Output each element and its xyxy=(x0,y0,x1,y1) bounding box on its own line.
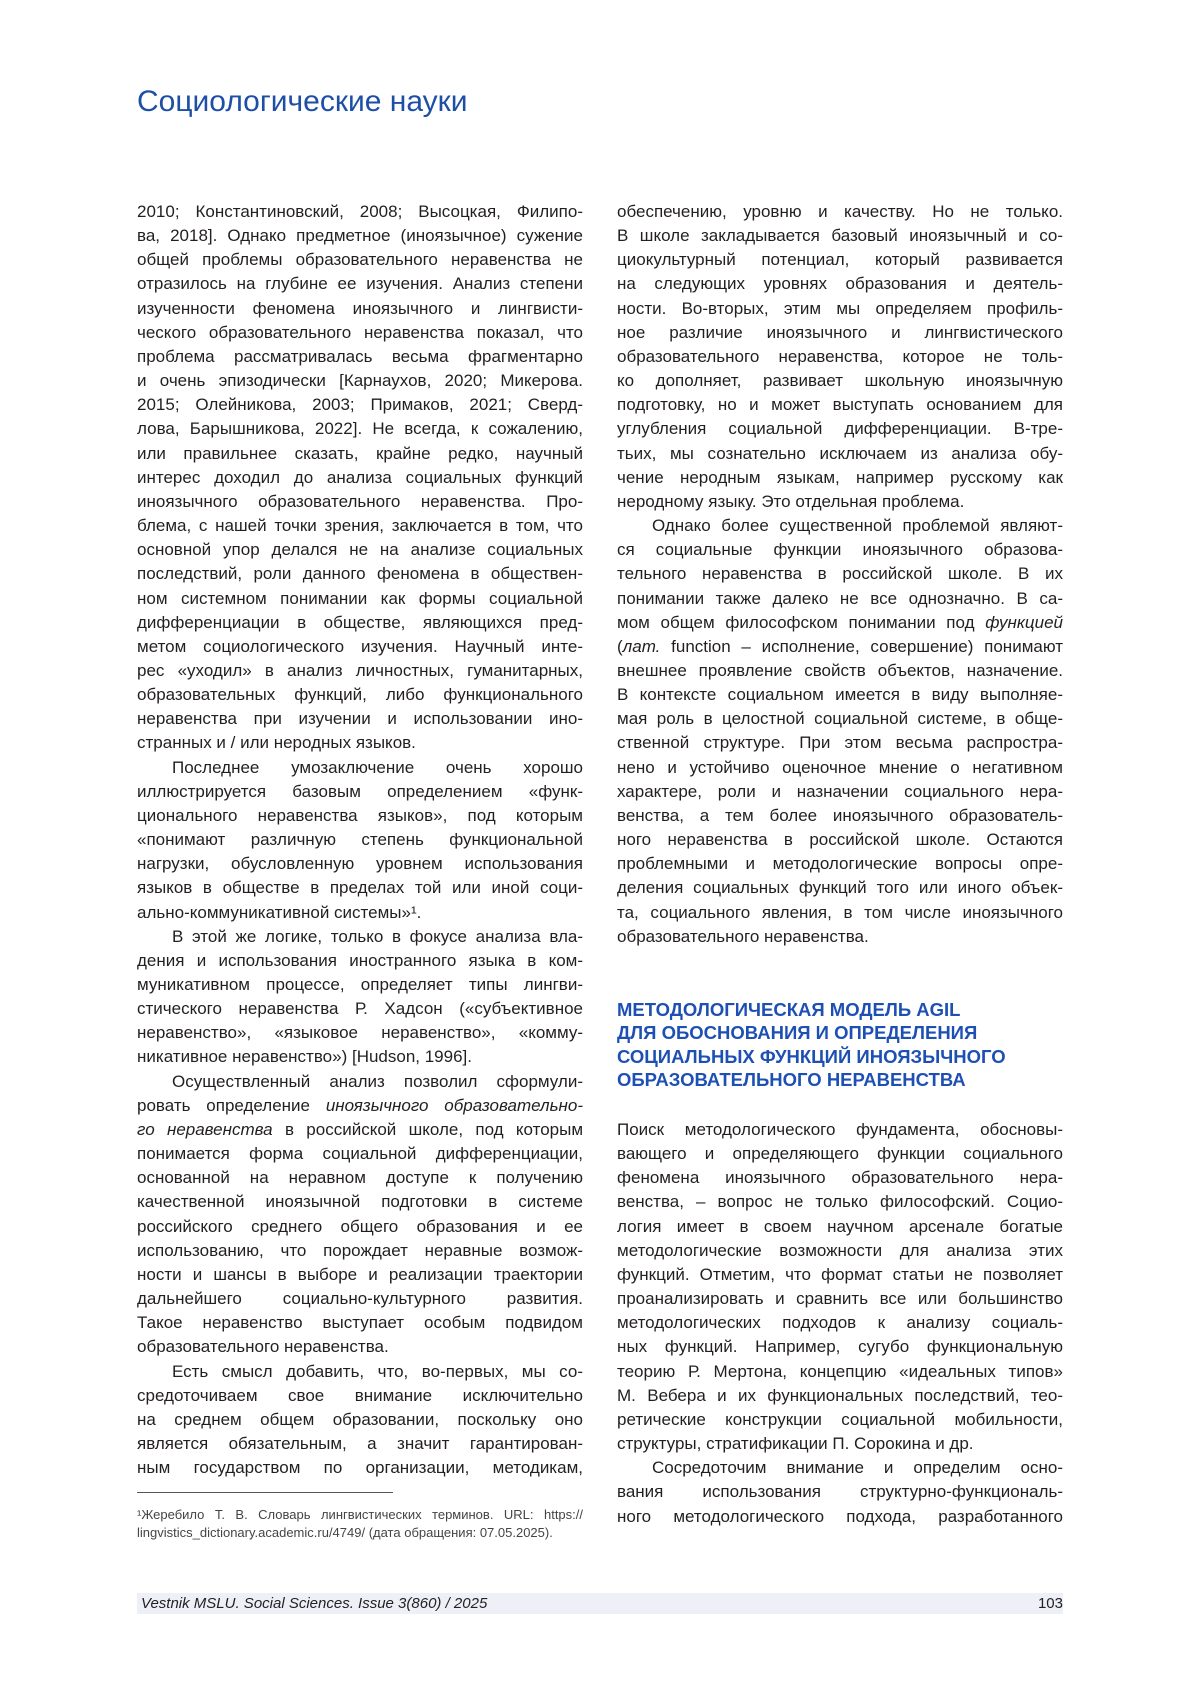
heading-line: МЕТОДОЛОГИЧЕСКАЯ МОДЕЛЬ AGIL xyxy=(617,998,1063,1021)
text-line: Такое неравенство выступает особым подвидом xyxy=(137,1311,583,1335)
text-line: ственной структуре. При этом весьма распростра- xyxy=(617,731,1063,755)
text-line: качественной иноязычной подготовки в системе xyxy=(137,1190,583,1214)
page-number: 103 xyxy=(1038,1593,1063,1614)
text-line: деления социальных функций того или иного объек- xyxy=(617,876,1063,900)
text-line: дальнейшего социально-культурного развития. xyxy=(137,1287,583,1311)
text-line: Однако более существенной проблемой являют- xyxy=(617,514,1063,538)
text-line: феномена иноязычного образовательного нера- xyxy=(617,1166,1063,1190)
text-line: «понимают различную степень функциональной xyxy=(137,828,583,852)
text-line: характере, роли и назначении социального нера- xyxy=(617,780,1063,804)
text-segment: ровать определение xyxy=(137,1096,326,1115)
text-line: основанной на неравном доступе к получению xyxy=(137,1166,583,1190)
text-line: подготовку, но и может выступать основанием для xyxy=(617,393,1063,417)
text-line: ности. Во-вторых, этим мы определяем профиль- xyxy=(617,297,1063,321)
text-line: вающего и определяющего функции социального xyxy=(617,1142,1063,1166)
text-line: на среднем общем образовании, поскольку оно xyxy=(137,1408,583,1432)
text-line: образовательного неравенства. xyxy=(617,925,1063,949)
text-line: Поиск методологического фундамента, обосновы- xyxy=(617,1118,1063,1142)
text-line: 2010; Константиновский, 2008; Высоцкая, Филипо- xyxy=(137,200,583,224)
text-line: на следующих уровнях образования и деятель- xyxy=(617,272,1063,296)
heading-line: СОЦИАЛЬНЫХ ФУНКЦИЙ ИНОЯЗЫЧНОГО xyxy=(617,1045,1063,1068)
text-segment: function – исполнение, совершение) понимают xyxy=(660,637,1063,656)
text-segment: мом общем философском понимании под xyxy=(617,613,985,632)
paragraph xyxy=(137,200,583,756)
text-line: иноязычного образовательного неравенства. Про- xyxy=(137,490,583,514)
text-line xyxy=(617,611,1063,635)
text-line: структуры, стратификации П. Сорокина и др. xyxy=(617,1432,1063,1456)
text-line: ным государством по организации, методикам, xyxy=(137,1456,583,1480)
text-line: проанализировать и сравнить все или большинство xyxy=(617,1287,1063,1311)
footnote-line: ¹Жеребило Т. В. Словарь лингвистических терминов. URL: https:// xyxy=(137,1506,583,1524)
text-line: понимании также далеко не все однозначно. В са- xyxy=(617,587,1063,611)
left-column xyxy=(137,200,583,1480)
text-line: ретические конструкции социальной мобильности, xyxy=(617,1408,1063,1432)
text-line: понимается форма социальной дифференциации, xyxy=(137,1142,583,1166)
text-line: тельного неравенства в российской школе. В их xyxy=(617,562,1063,586)
text-line: никативное неравенство») [Hudson, 1996]. xyxy=(137,1045,583,1069)
paragraph xyxy=(137,756,583,925)
text-line: последствий, роли данного феномена в обществен- xyxy=(137,562,583,586)
text-line: образовательных функций, либо функционального xyxy=(137,683,583,707)
text-line: 2015; Олейникова, 2003; Примаков, 2021; Сверд- xyxy=(137,393,583,417)
text-line: та, социального явления, в том числе иноязычного xyxy=(617,901,1063,925)
text-line: иллюстрируется базовым определением «функ- xyxy=(137,780,583,804)
heading-line: ДЛЯ ОБОСНОВАНИЯ И ОПРЕДЕЛЕНИЯ xyxy=(617,1021,1063,1044)
text-segment: в российской школе, под которым xyxy=(273,1120,583,1139)
text-line xyxy=(137,1094,583,1118)
text-segment: ( xyxy=(617,637,623,656)
text-line: В контексте социальном имеется в виду выполняе- xyxy=(617,683,1063,707)
text-line: ально-коммуникативной системы»¹. xyxy=(137,901,583,925)
heading-line: ОБРАЗОВАТЕЛЬНОГО НЕРАВЕНСТВА xyxy=(617,1068,1063,1091)
paragraph xyxy=(617,1456,1063,1528)
paragraph xyxy=(617,200,1063,514)
text-line: использованию, что порождает неравные возмож- xyxy=(137,1239,583,1263)
text-line: образовательного неравенства, которое не толь- xyxy=(617,345,1063,369)
text-line: методологические возможности для анализа этих xyxy=(617,1239,1063,1263)
text-line: вания использования структурно-функциональ- xyxy=(617,1480,1063,1504)
text-line: ческого образовательного неравенства показал, что xyxy=(137,321,583,345)
footnote xyxy=(137,1506,583,1541)
text-line: углубления социальной дифференциации. В-тре- xyxy=(617,417,1063,441)
text-line: проблемными и методологические вопросы опре- xyxy=(617,852,1063,876)
text-line: общей проблемы образовательного неравенства не xyxy=(137,248,583,272)
italic-text: функцией xyxy=(985,613,1063,632)
text-line: интерес доходил до анализа социальных функций xyxy=(137,466,583,490)
text-line: ко дополняет, развивает школьную иноязычную xyxy=(617,369,1063,393)
text-line: странных и / или неродных языков. xyxy=(137,731,583,755)
text-line: теорию Р. Мертона, концепцию «идеальных типов» xyxy=(617,1360,1063,1384)
text-line: рес «уходил» в анализ личностных, гуманитарных, xyxy=(137,659,583,683)
footnote-divider xyxy=(137,1492,393,1493)
text-line: В школе закладывается базовый иноязычный и со- xyxy=(617,224,1063,248)
text-line: тьих, мы сознательно исключаем из анализа обу- xyxy=(617,442,1063,466)
text-line: и очень эпизодически [Карнаухов, 2020; Микерова. xyxy=(137,369,583,393)
text-line: стического неравенства Р. Хадсон («субъективное xyxy=(137,997,583,1021)
text-line: функций. Отметим, что формат статьи не позволяет xyxy=(617,1263,1063,1287)
text-line: В этой же логике, только в фокусе анализа вла- xyxy=(137,925,583,949)
text-line: венства, а тем более иноязычного образователь- xyxy=(617,804,1063,828)
text-line: дения и использования иностранного языка в ком- xyxy=(137,949,583,973)
text-line xyxy=(137,1118,583,1142)
text-line: метом социологического изучения. Научный инте- xyxy=(137,635,583,659)
text-line: Осуществленный анализ позволил сформули- xyxy=(137,1070,583,1094)
text-line: языков в обществе в пределах той или иной соци- xyxy=(137,876,583,900)
text-line: неравенство», «языковое неравенство», «комму- xyxy=(137,1021,583,1045)
text-line: неродному языку. Это отдельная проблема. xyxy=(617,490,1063,514)
italic-text: иноязычного образовательно- xyxy=(326,1096,583,1115)
text-line: чение неродным языкам, например русскому как xyxy=(617,466,1063,490)
paragraph xyxy=(137,925,583,1070)
text-line xyxy=(617,635,1063,659)
text-line: обеспечению, уровню и качеству. Но не только. xyxy=(617,200,1063,224)
text-line: проблема рассматривалась весьма фрагментарно xyxy=(137,345,583,369)
text-line: ности и шансы в выборе и реализации траектории xyxy=(137,1263,583,1287)
section-heading xyxy=(617,998,1063,1091)
text-line: или правильнее сказать, крайне редко, научный xyxy=(137,442,583,466)
text-line: логия имеет в своем научном арсенале богатые xyxy=(617,1215,1063,1239)
text-line: лова, Барышникова, 2022]. Не всегда, к сожалению, xyxy=(137,417,583,441)
text-line: ционального неравенства языков», под которым xyxy=(137,804,583,828)
text-line: методологических подходов к анализу социаль- xyxy=(617,1311,1063,1335)
text-line: является обязательным, а значит гарантирован- xyxy=(137,1432,583,1456)
text-line: Последнее умозаключение очень хорошо xyxy=(137,756,583,780)
text-line: ном системном понимании как формы социальной xyxy=(137,587,583,611)
section-title: Социологические науки xyxy=(137,82,468,122)
text-line: мая роль в целостной социальной системе, в обще- xyxy=(617,707,1063,731)
text-line: ва, 2018]. Однако предметное (иноязычное) сужение xyxy=(137,224,583,248)
text-line: ся социальные функции иноязычного образова- xyxy=(617,538,1063,562)
text-line: ного неравенства в российской школе. Остаются xyxy=(617,828,1063,852)
paragraph xyxy=(137,1070,583,1360)
text-line: изученности феномена иноязычного и лингвисти- xyxy=(137,297,583,321)
text-line: венства, – вопрос не только философский. Социо- xyxy=(617,1190,1063,1214)
journal-name: Vestnik MSLU. Social Sciences. Issue 3(860) / 2025 xyxy=(141,1593,487,1614)
text-line: нено и устойчиво оценочное мнение о негативном xyxy=(617,756,1063,780)
paragraph xyxy=(617,1118,1063,1456)
text-line: российского среднего общего образования и ее xyxy=(137,1215,583,1239)
text-line: нагрузки, обусловленную уровнем использования xyxy=(137,852,583,876)
text-line: циокультурный потенциал, который развивается xyxy=(617,248,1063,272)
page-footer xyxy=(137,1593,1063,1614)
text-line: ное различие иноязычного и лингвистического xyxy=(617,321,1063,345)
right-column-top xyxy=(617,200,1063,949)
text-line: дифференциации в обществе, являющихся пред- xyxy=(137,611,583,635)
right-column-bottom xyxy=(617,1118,1063,1529)
text-line: основной упор делался не на анализе социальных xyxy=(137,538,583,562)
text-line: Есть смысл добавить, что, во-первых, мы со- xyxy=(137,1360,583,1384)
text-line: ного методологического подхода, разработанного xyxy=(617,1505,1063,1529)
footnote-line: lingvistics_dictionary.academic.ru/4749/ (дата обращения: 07.05.2025). xyxy=(137,1524,583,1542)
paragraph xyxy=(617,514,1063,949)
text-line: муникативном процессе, определяет типы лингви- xyxy=(137,973,583,997)
text-line: Сосредоточим внимание и определим осно- xyxy=(617,1456,1063,1480)
text-line: образовательного неравенства. xyxy=(137,1335,583,1359)
text-line: блема, с нашей точки зрения, заключается в том, что xyxy=(137,514,583,538)
paragraph xyxy=(137,1360,583,1481)
text-line: неравенства при изучении и использовании ино- xyxy=(137,707,583,731)
italic-text: го неравенства xyxy=(137,1120,273,1139)
text-line: М. Вебера и их функциональных последствий, тео- xyxy=(617,1384,1063,1408)
text-line: внешнее проявление свойств объектов, назначение. xyxy=(617,659,1063,683)
text-line: средоточиваем свое внимание исключительно xyxy=(137,1384,583,1408)
italic-text: лат. xyxy=(623,637,661,656)
text-line: ных функций. Например, сугубо функциональную xyxy=(617,1335,1063,1359)
text-line: отразилось на глубине ее изучения. Анализ степени xyxy=(137,272,583,296)
